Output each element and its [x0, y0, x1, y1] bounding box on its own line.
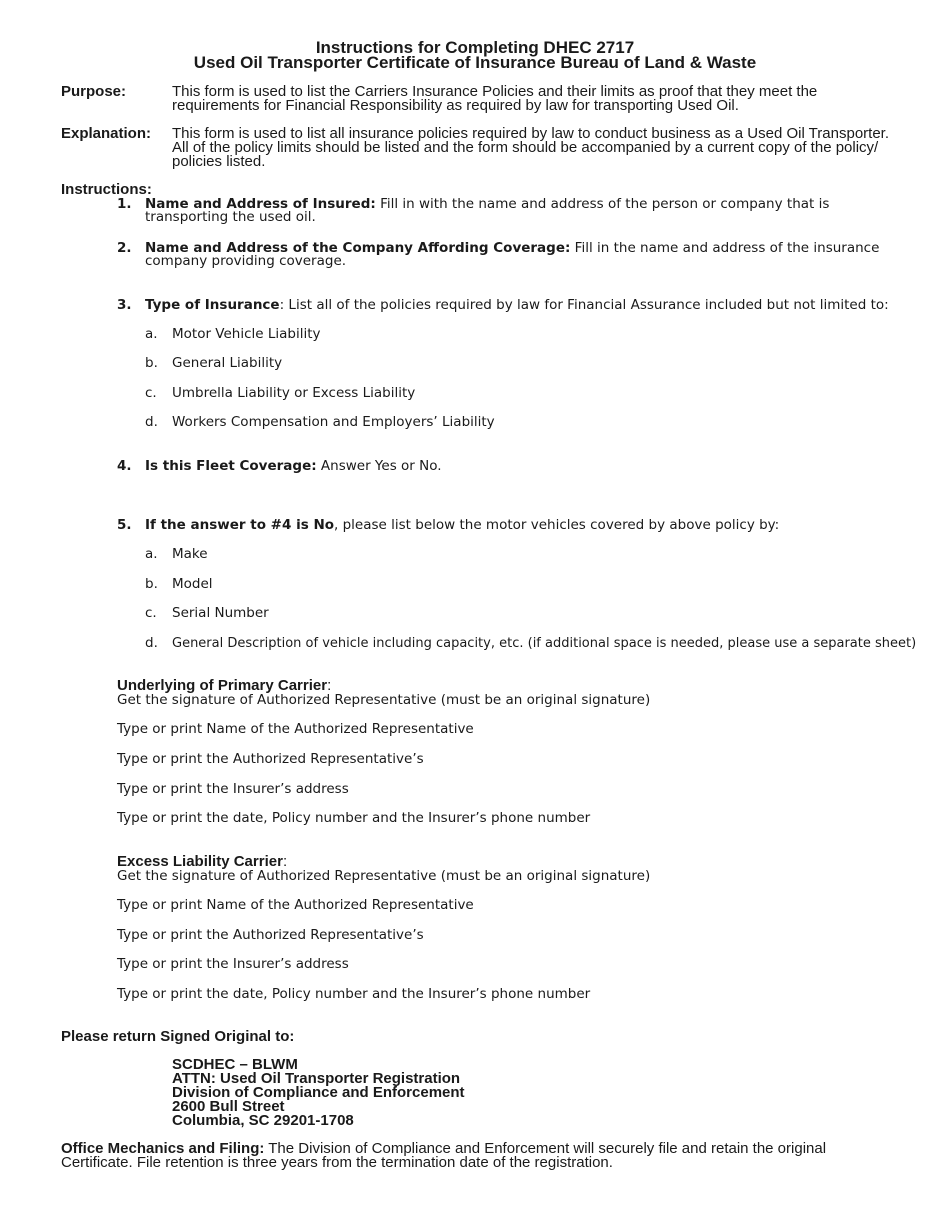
purpose-label: Purpose: — [61, 83, 127, 100]
item-text: , please list below the motor vehicles covered by above policy by: — [334, 517, 780, 533]
address-line: ATTN: Used Oil Transporter Registration — [172, 1070, 461, 1087]
list-letter: d. — [145, 414, 158, 430]
instruction-item — [145, 198, 895, 224]
excess-carrier-line: Type or print the Insurer’s address — [117, 956, 349, 972]
primary-carrier-line: Type or print Name of the Authorized Representative — [117, 721, 474, 737]
list-letter: b. — [145, 576, 158, 592]
item-number: 3. — [117, 297, 132, 313]
item-text: : List all of the policies required by law for Financial Assurance included but not limited to: — [279, 297, 889, 313]
primary-carrier-line: Type or print the Authorized Representative’s — [117, 751, 424, 767]
address-line: Division of Compliance and Enforcement — [172, 1084, 465, 1101]
vehicle-field: Model — [172, 576, 213, 592]
insurance-type: Workers Compensation and Employers’ Liability — [172, 414, 495, 430]
page-subtitle: Used Oil Transporter Certificate of Insurance Bureau of Land & Waste — [193, 53, 757, 72]
address-line: Columbia, SC 29201-1708 — [172, 1112, 354, 1129]
explanation-label: Explanation: — [61, 125, 152, 142]
item-number: 4. — [117, 458, 132, 474]
excess-carrier-line: Type or print the date, Policy number and the Insurer’s phone number — [117, 986, 591, 1002]
vehicle-field: Serial Number — [172, 605, 269, 621]
instructions-label: Instructions: — [61, 181, 152, 198]
excess-carrier-line: Type or print the Authorized Representative’s — [117, 927, 424, 943]
insurance-type: General Liability — [172, 355, 283, 371]
address-line: 2600 Bull Street — [172, 1098, 285, 1115]
address-line: SCDHEC – BLWM — [172, 1056, 298, 1073]
item-text: Fill in the name and address of the insurance company providing coverage. — [145, 240, 880, 269]
item-number: 2. — [117, 240, 132, 256]
vehicle-field: General Description of vehicle including capacity, etc. (if additional space is needed, please use a separate sheet) — [172, 636, 917, 651]
return-label: Please return Signed Original to: — [61, 1028, 295, 1045]
item-heading: If the answer to #4 is No — [145, 517, 335, 533]
insurance-type: Motor Vehicle Liability — [172, 326, 321, 342]
list-letter: a. — [145, 546, 158, 562]
instruction-item — [145, 299, 895, 312]
filing-text: The Division of Compliance and Enforcement will securely file and retain the original Certificate. File retention is three years from the termination date of the registration. — [61, 1140, 827, 1171]
list-letter: c. — [145, 385, 157, 401]
item-heading: Type of Insurance — [145, 297, 280, 313]
primary-carrier-title: Underlying of Primary Carrier — [117, 677, 328, 694]
item-heading: Is this Fleet Coverage: — [145, 458, 317, 474]
list-letter: b. — [145, 355, 158, 371]
list-letter: c. — [145, 605, 157, 621]
item-number: 1. — [117, 196, 132, 212]
item-text: Fill in with the name and address of the person or company that is transporting the used oil. — [145, 196, 830, 225]
instruction-item — [145, 519, 895, 532]
primary-carrier-line: Type or print the date, Policy number and the Insurer’s phone number — [117, 810, 591, 826]
list-letter: d. — [145, 635, 158, 651]
filing-paragraph — [61, 1142, 901, 1170]
instruction-item — [145, 242, 895, 268]
explanation-text: This form is used to list all insurance policies required by law to conduct business as a Used Oil Transporter. All of the policy limits should be listed and the form should be accompanied by a current copy of the policy/ policies listed. — [172, 125, 889, 170]
instruction-item — [145, 460, 895, 473]
excess-carrier-line: Get the signature of Authorized Representative (must be an original signature) — [117, 868, 651, 884]
list-letter: a. — [145, 326, 158, 342]
filing-label: Office Mechanics and Filing: — [61, 1140, 265, 1157]
insurance-type: Umbrella Liability or Excess Liability — [172, 385, 416, 401]
excess-carrier-title: Excess Liability Carrier — [117, 853, 283, 870]
excess-carrier-colon: : — [282, 853, 288, 870]
item-text: Answer Yes or No. — [316, 458, 442, 474]
page-title: Instructions for Completing DHEC 2717 — [315, 38, 635, 57]
primary-carrier-colon: : — [327, 677, 332, 694]
excess-carrier-heading — [117, 855, 287, 869]
primary-carrier-line: Type or print the Insurer’s address — [117, 781, 349, 797]
excess-carrier-line: Type or print Name of the Authorized Representative — [117, 897, 474, 913]
primary-carrier-line: Get the signature of Authorized Representative (must be an original signature) — [117, 692, 651, 708]
primary-carrier-heading — [117, 679, 331, 693]
purpose-text: This form is used to list the Carriers Insurance Policies and their limits as proof that they meet the requirements for Financial Responsibility as required by law for transporting Used Oil. — [172, 83, 818, 114]
item-heading: Name and Address of Insured: — [145, 196, 376, 212]
item-number: 5. — [117, 517, 132, 533]
item-heading: Name and Address of the Company Affording Coverage: — [145, 240, 571, 256]
vehicle-field: Make — [172, 546, 208, 562]
